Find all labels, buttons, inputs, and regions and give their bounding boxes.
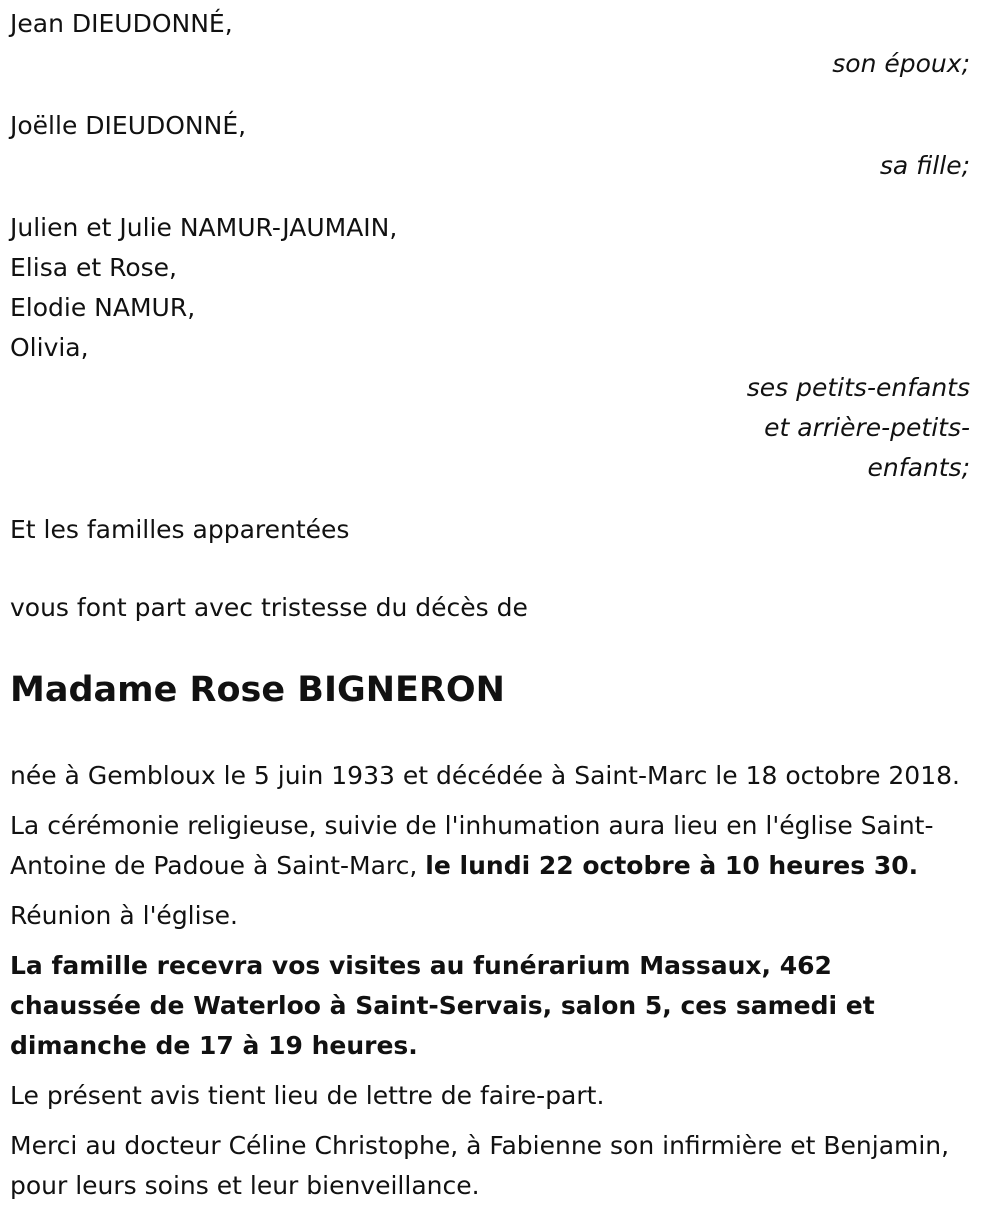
grandchildren-name: Olivia, (10, 333, 89, 362)
ceremony-text: La cérémonie religieuse, suivie de l'inhumation aura lieu en l'église Saint-Antoine de Padoue à Saint-Marc, (10, 811, 934, 880)
spacer (10, 550, 970, 588)
grandchildren-block (10, 208, 970, 488)
birth-death-text: née à Gembloux le 5 juin 1933 et décédée à Saint-Marc le 18 octobre 2018. (10, 761, 960, 790)
grandchildren-role: ses petits-enfants (746, 373, 970, 402)
announcement-text: vous font part avec tristesse du décès de (10, 593, 528, 622)
grandchildren-name: Elodie NAMUR, (10, 293, 196, 322)
thanks-text: Merci au docteur Céline Christophe, à Fabienne son infirmière et Benjamin, pour leurs soins et leur bienveillance. (10, 1131, 950, 1200)
daughter-name: Joëlle DIEUDONNÉ, (10, 111, 247, 140)
grandchildren-role: enfants; (867, 453, 970, 482)
deceased-name: Madame Rose BIGNERON (10, 670, 505, 710)
meeting-text: Réunion à l'église. (10, 901, 238, 930)
grandchildren-name: Elisa et Rose, (10, 253, 178, 282)
spouse-block (10, 4, 970, 84)
grandchildren-name: Julien et Julie NAMUR-JAUMAIN, (10, 213, 398, 242)
spouse-name: Jean DIEUDONNÉ, (10, 9, 233, 38)
ceremony-paragraph (10, 806, 970, 886)
spouse-role: son époux; (832, 49, 970, 78)
daughter-block (10, 106, 970, 186)
daughter-role: sa fille; (879, 151, 970, 180)
grandchildren-role: et arrière-petits- (764, 413, 970, 442)
relatives-text: Et les familles apparentées (10, 515, 350, 544)
notice-text: Le présent avis tient lieu de lettre de faire-part. (10, 1081, 605, 1110)
ceremony-date: le lundi 22 octobre à 10 heures 30. (425, 851, 919, 880)
visits-text: La famille recevra vos visites au funérarium Massaux, 462 chaussée de Waterloo à Saint-Servais, salon 5, ces samedi et dimanche de 17 à 19 heures. (10, 951, 875, 1060)
